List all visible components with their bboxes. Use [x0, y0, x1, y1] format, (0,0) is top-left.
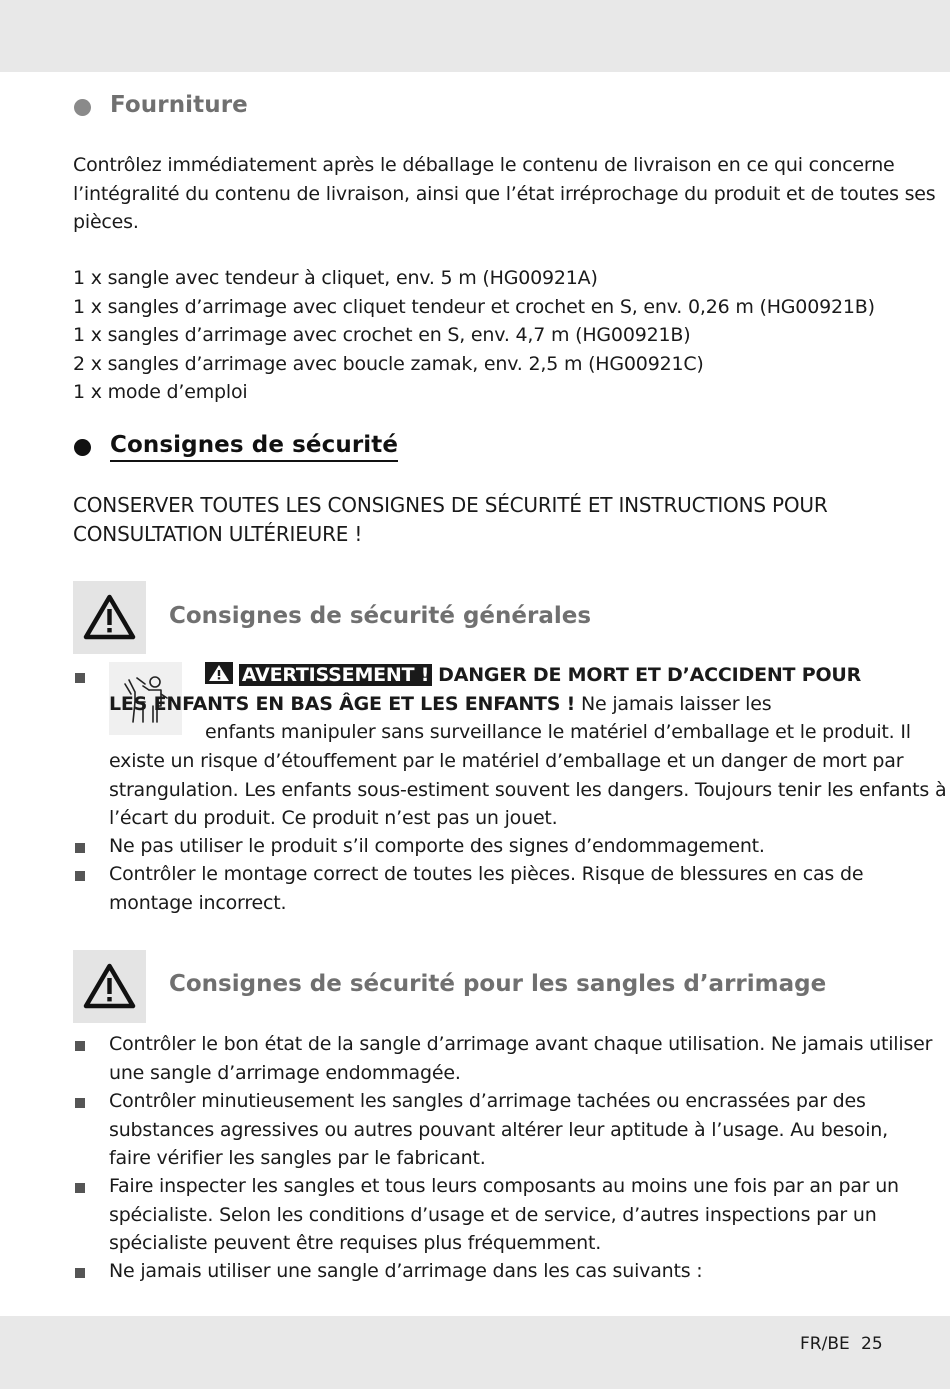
text-line: faire vérifier les sangles par le fabricant. — [109, 1147, 486, 1169]
list-item — [109, 1257, 702, 1286]
warning-triangle-icon — [73, 950, 146, 1023]
list-square-icon — [75, 843, 85, 853]
text-line: CONSERVER TOUTES LES CONSIGNES DE SÉCURITÉ ET INSTRUCTIONS POUR — [73, 493, 828, 517]
list-square-icon — [75, 673, 85, 683]
list-item — [109, 860, 863, 917]
text-line: CONSULTATION ULTÉRIEURE ! — [73, 521, 363, 546]
text-line: Contrôler le montage correct de toutes les pièces. Risque de blessures en cas de — [109, 863, 864, 885]
text-line: strangulation. Les enfants sous-estiment souvent les dangers. Toujours tenir les enfants à — [109, 778, 947, 801]
warning-triangle-icon — [73, 581, 146, 654]
warning-heading-2: LES ENFANTS EN BAS ÂGE ET LES ENFANTS ! — [109, 693, 576, 715]
list-item: 2 x sangles d’arrimage avec boucle zamak, env. 2,5 m (HG00921C) — [73, 352, 704, 375]
warning-small-icon — [205, 662, 233, 693]
list-item — [109, 832, 765, 861]
footer-lang: FR/BE — [800, 1334, 850, 1354]
text-line: substances agressives ou autres pouvant altérer leur aptitude à l’usage. Au besoin, — [109, 1118, 888, 1141]
fourniture-intro — [73, 151, 936, 237]
list-square-icon — [75, 1183, 85, 1193]
section-title-generales: Consignes de sécurité générales — [169, 603, 592, 629]
list-item: 1 x sangles d’arrimage avec crochet en S, env. 4,7 m (HG00921B) — [73, 324, 691, 346]
list-item: 1 x sangle avec tendeur à cliquet, env. 5 m (HG00921A) — [73, 267, 598, 289]
warning-line-2 — [109, 690, 771, 719]
warning-continuation — [109, 747, 946, 833]
header-band — [0, 0, 950, 72]
text-line: Faire inspecter les sangles et tous leurs composants au moins une fois par an par un — [109, 1175, 899, 1197]
text-line — [205, 661, 861, 693]
section-bullet-icon — [74, 439, 91, 456]
warning-text: Ne jamais laisser les — [575, 693, 772, 715]
section-title-fourniture: Fourniture — [110, 92, 248, 118]
list-item — [109, 1172, 899, 1258]
warning-heading-1: DANGER DE MORT ET D’ACCIDENT POUR — [438, 664, 862, 686]
list-square-icon — [75, 871, 85, 881]
text-line: Contrôler le bon état de la sangle d’arrimage avant chaque utilisation. Ne jamais utiliser — [109, 1033, 933, 1055]
list-item: 1 x mode d’emploi — [73, 381, 248, 403]
text-line: spécialiste peuvent être requises plus fréquemment. — [109, 1232, 602, 1254]
list-item — [109, 1030, 932, 1087]
list-square-icon — [75, 1098, 85, 1108]
footer-band — [0, 1316, 950, 1389]
text-line: Contrôlez immédiatement après le déballage le contenu de livraison en ce qui concerne — [73, 154, 895, 176]
text-line: l’intégralité du contenu de livraison, ainsi que l’état irréprochage du produit et de toutes ses — [73, 182, 936, 205]
fourniture-items — [73, 264, 875, 407]
list-square-icon — [75, 1041, 85, 1051]
text-line: existe un risque d’étouffement par le matériel d’emballage et un danger de mort par — [109, 750, 904, 772]
section-title-consignes: Consignes de sécurité — [110, 432, 398, 462]
list-item — [109, 1087, 888, 1173]
warning-line-3: enfants manipuler sans surveillance le matériel d’emballage et le produit. Il — [205, 721, 911, 743]
text-line: montage incorrect. — [109, 891, 287, 914]
list-square-icon — [75, 1268, 85, 1278]
text-line: Contrôler minutieusement les sangles d’arrimage tachées ou encrassées par des — [109, 1090, 866, 1112]
page-number: 25 — [861, 1334, 883, 1354]
warning-block — [109, 661, 861, 693]
section-title-sangles: Consignes de sécurité pour les sangles d’arrimage — [169, 971, 827, 997]
list-item: 1 x sangles d’arrimage avec cliquet tendeur et crochet en S, env. 0,26 m (HG00921B) — [73, 295, 875, 318]
conserver-notice — [73, 491, 828, 548]
text-line: spécialiste. Selon les conditions d’usage et de service, d’autres inspections par un — [109, 1203, 877, 1226]
warning-badge: AVERTISSEMENT ! — [239, 664, 432, 686]
text-line: une sangle d’arrimage endommagée. — [109, 1061, 461, 1084]
text-line: pièces. — [73, 211, 139, 233]
section-bullet-icon — [74, 99, 91, 116]
text-line: l’écart du produit. Ce produit n’est pas un jouet. — [109, 807, 558, 829]
text-line: Ne pas utiliser le produit s’il comporte des signes d’endommagement. — [109, 835, 765, 857]
text-line: Ne jamais utiliser une sangle d’arrimage dans les cas suivants : — [109, 1260, 703, 1282]
